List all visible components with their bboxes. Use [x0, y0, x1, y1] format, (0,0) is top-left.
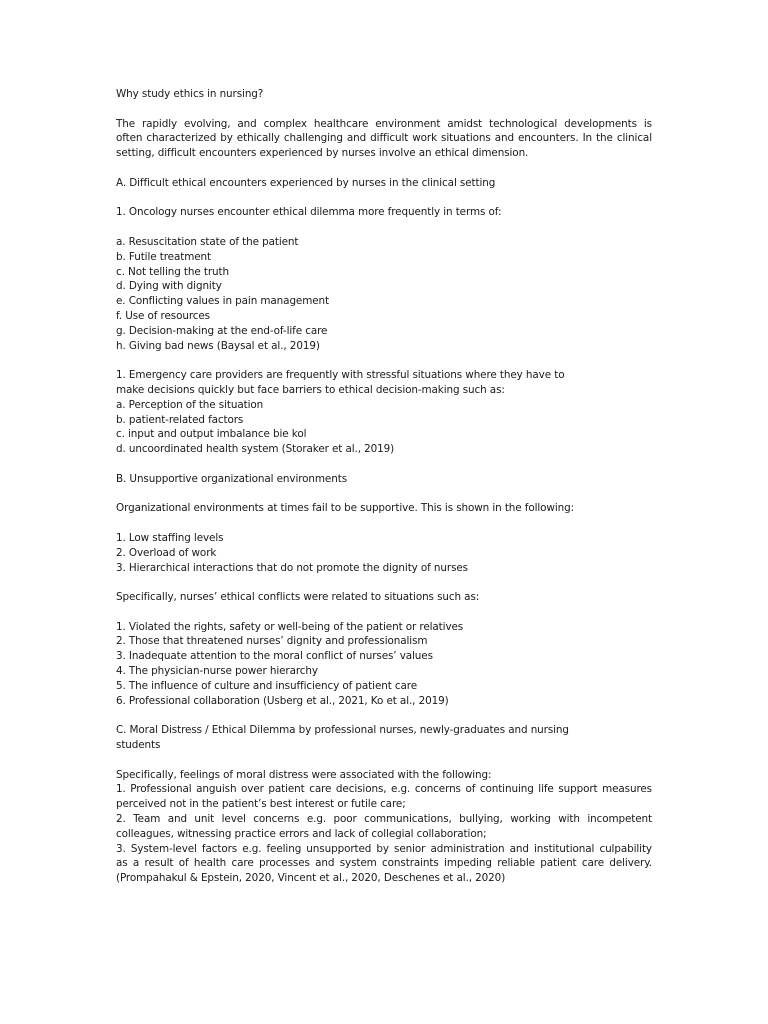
list-item: 5. The influence of culture and insufficiency of patient care [116, 679, 418, 692]
list-item: 3. Inadequate attention to the moral conflict of nurses’ values [116, 650, 433, 663]
list-item: 2. Team and unit level concerns e.g. poor communications, bullying, working with incompetent [116, 813, 652, 826]
list-item: 6. Professional collaboration (Usberg et al., 2021, Ko et al., 2019) [116, 694, 449, 707]
list-item: 1. Professional anguish over patient care decisions, e.g. concerns of continuing life support measures [116, 783, 652, 796]
list-item: a. Resuscitation state of the patient [116, 235, 299, 248]
list-item: h. Giving bad news (Baysal et al., 2019) [116, 339, 320, 352]
intro-line: often characterized by ethically challenging and difficult work situations and encounters. In the clinical [116, 132, 652, 145]
list-item: b. Futile treatment [116, 250, 211, 263]
section-a-heading: A. Difficult ethical encounters experienced by nurses in the clinical setting [116, 176, 496, 189]
emergency-lead: 1. Emergency care providers are frequently with stressful situations where they have to [116, 369, 565, 382]
list-item: 1. Low staffing levels [116, 531, 224, 544]
list-item: 4. The physician-nurse power hierarchy [116, 665, 318, 678]
emergency-lead: make decisions quickly but face barriers to ethical decision-making such as: [116, 383, 505, 396]
section-b-heading: B. Unsupportive organizational environments [116, 472, 348, 485]
list-item: perceived not in the patient’s best interest or futile care; [116, 798, 406, 811]
intro-line: setting, difficult encounters experienced by nurses involve an ethical dimension. [116, 147, 529, 160]
list-item: 3. Hierarchical interactions that do not promote the dignity of nurses [116, 561, 468, 574]
document-page [116, 87, 652, 886]
list-item: e. Conflicting values in pain management [116, 295, 330, 308]
list-item: 2. Overload of work [116, 546, 217, 559]
list-item: b. patient-related factors [116, 413, 244, 426]
list-item: d. Dying with dignity [116, 280, 222, 293]
list-item: a. Perception of the situation [116, 398, 264, 411]
list-item: colleagues, witnessing practice errors and lack of collegial collaboration; [116, 827, 487, 840]
list-item: c. input and output imbalance bie kol [116, 428, 307, 441]
list-item: g. Decision-making at the end-of-life care [116, 324, 328, 337]
spacer [116, 708, 652, 723]
section-b-lead: Organizational environments at times fail to be supportive. This is shown in the following: [116, 502, 574, 515]
list-item: c. Not telling the truth [116, 265, 229, 278]
spacer [116, 457, 652, 472]
conflicts-lead: Specifically, nurses’ ethical conflicts were related to situations such as: [116, 591, 480, 604]
list-item: 3. System-level factors e.g. feeling unsupported by senior administration and institutional culpability [116, 842, 652, 855]
spacer [116, 605, 652, 620]
section-c-heading: C. Moral Distress / Ethical Dilemma by professional nurses, newly-graduates and nursing [116, 724, 569, 737]
intro-line: The rapidly evolving, and complex healthcare environment amidst technological developments is [116, 117, 652, 130]
section-c-heading: students [116, 739, 161, 752]
oncology-lead: 1. Oncology nurses encounter ethical dilemma more frequently in terms of: [116, 206, 502, 219]
spacer [116, 353, 652, 368]
spacer [116, 753, 652, 768]
list-item: 1. Violated the rights, safety or well-being of the patient or relatives [116, 620, 464, 633]
list-item: 2. Those that threatened nurses’ dignity and professionalism [116, 635, 428, 648]
list-item: as a result of health care processes and system constraints impeding reliable patient care delivery. [116, 857, 652, 870]
spacer [116, 102, 652, 117]
spacer [116, 575, 652, 590]
spacer [116, 516, 652, 531]
list-item: d. uncoordinated health system (Storaker et al., 2019) [116, 443, 395, 456]
spacer [116, 191, 652, 206]
spacer [116, 487, 652, 502]
document-title: Why study ethics in nursing? [116, 88, 264, 100]
spacer [116, 161, 652, 176]
spacer [116, 220, 652, 235]
list-item: f. Use of resources [116, 309, 210, 322]
section-c-lead: Specifically, feelings of moral distress were associated with the following: [116, 768, 492, 781]
citation: (Prompahakul & Epstein, 2020, Vincent et al., 2020, Deschenes et al., 2020) [116, 872, 506, 885]
